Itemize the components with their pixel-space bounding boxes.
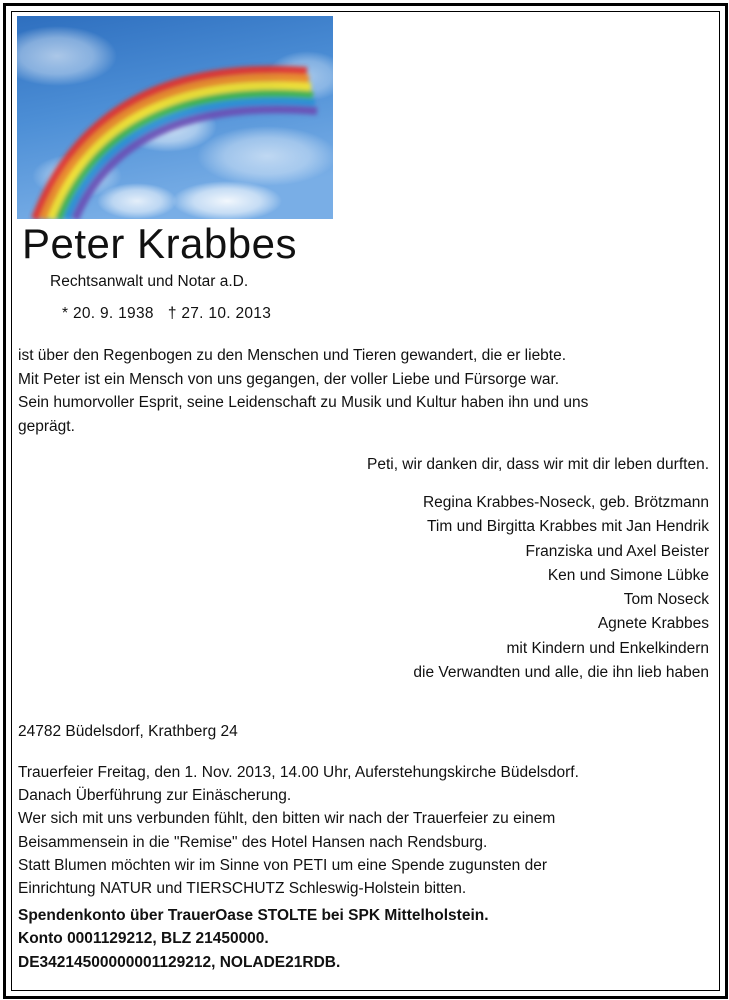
intro-line: geprägt. — [18, 417, 75, 435]
address: 24782 Büdelsdorf, Krathberg 24 — [18, 723, 238, 740]
mourner-line: die Verwandten und alle, die ihn lieb haben — [413, 664, 709, 682]
thanks-line: Peti, wir danken dir, dass wir mit dir leben durften. — [366, 456, 709, 473]
mourner-line: Tom Noseck — [623, 591, 709, 609]
mourner-line: Ken und Simone Lübke — [547, 566, 709, 584]
mourner-line: Tim und Birgitta Krabbes mit Jan Hendrik — [427, 518, 709, 536]
funeral-line: Wer sich mit uns verbunden fühlt, den bitten wir nach der Trauerfeier zu einem — [18, 810, 556, 828]
deceased-name: Peter Krabbes — [22, 220, 297, 267]
life-dates — [62, 305, 271, 323]
profession: Rechtsanwalt und Notar a.D. — [50, 273, 249, 290]
death-date: † 27. 10. 2013 — [167, 305, 272, 322]
intro-line: ist über den Regenbogen zu den Menschen und Tieren gewandert, die er liebte. — [18, 347, 567, 364]
mourner-line: mit Kindern und Enkelkindern — [506, 639, 709, 657]
funeral-details — [18, 761, 708, 900]
mourner-line: Regina Krabbes-Noseck, geb. Brötzmann — [422, 494, 709, 511]
birth-date: * 20. 9. 1938 — [62, 305, 154, 322]
intro-line: Mit Peter ist ein Mensch von uns gegangen, der voller Liebe und Fürsorge war. — [18, 370, 560, 388]
funeral-line: Trauerfeier Freitag, den 1. Nov. 2013, 14.00 Uhr, Auferstehungskirche Büdelsdorf. — [18, 764, 579, 781]
donation-account — [18, 904, 489, 974]
intro-paragraph — [18, 344, 708, 438]
rainbow-sky-image — [17, 16, 333, 219]
mourner-line: Franziska und Axel Beister — [525, 542, 709, 560]
mourners-list — [413, 491, 709, 685]
bank-line: DE34214500000001129212, NOLADE21RDB. — [18, 953, 341, 971]
funeral-line: Danach Überführung zur Einäscherung. — [18, 787, 292, 805]
bank-line: Konto 0001129212, BLZ 21450000. — [18, 930, 269, 948]
bank-line: Spendenkonto über TrauerOase STOLTE bei SPK Mittelholstein. — [18, 907, 489, 924]
funeral-line: Beisammensein in die "Remise" des Hotel Hansen nach Rendsburg. — [18, 833, 488, 851]
mourner-line: Agnete Krabbes — [597, 615, 709, 633]
funeral-line: Statt Blumen möchten wir im Sinne von PETI um eine Spende zugunsten der — [18, 856, 548, 874]
intro-line: Sein humorvoller Esprit, seine Leidenschaft zu Musik und Kultur haben ihn und uns — [18, 394, 589, 411]
funeral-line: Einrichtung NATUR und TIERSCHUTZ Schleswig-Holstein bitten. — [18, 880, 467, 898]
